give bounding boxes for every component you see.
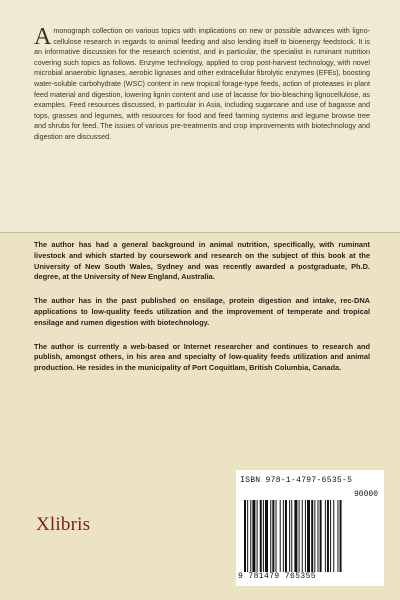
- drop-cap: A: [34, 24, 52, 50]
- barcode-stripe: [285, 500, 287, 572]
- barcode-stripe: [263, 500, 264, 572]
- ean-digits: 9 781479 765355: [238, 572, 317, 581]
- price-code: 90000: [353, 490, 378, 499]
- publisher-logo: Xlibris: [36, 514, 91, 535]
- isbn-barcode: [236, 470, 384, 586]
- barcode-stripe: [307, 500, 310, 572]
- barcode-stripe: [340, 500, 342, 572]
- barcode-stripe: [270, 500, 271, 572]
- barcode-stripe: [265, 500, 268, 572]
- barcode-stripe: [305, 500, 306, 572]
- section-divider: [0, 232, 400, 233]
- bio-paragraph-2: The author has in the past published on ensilage, protein digestion and intake, rec-DNA applications to low-quality feeds utilization and the improvement of temperate and tropical ensilage and rumen digestion with biotechnology.: [34, 296, 370, 327]
- barcode-stripe: [299, 500, 300, 572]
- barcode-bars: [244, 500, 376, 572]
- isbn-label: ISBN 978-1-4797-6535-5: [240, 476, 353, 485]
- barcode-stripe: [302, 500, 303, 572]
- bio-paragraph-3: The author is currently a web-based or Internet researcher and continues to research and publish, amongst others, in his area and specialty of low-quality feeds utilization and animal production. He resides in the municipality of Port Coquitlam, British Columbia, Canada.: [34, 341, 370, 373]
- synopsis-text: [34, 26, 370, 143]
- barcode-stripe: [337, 500, 338, 572]
- barcode-stripe: [250, 500, 251, 572]
- barcode-stripe: [314, 500, 315, 572]
- barcode-stripe: [318, 500, 319, 572]
- bio-paragraph-1: The author has had a general background in animal nutrition, specifically, with ruminant livestock and which started by coursework and research on the subject of this book at the University of New South Wales, Sydney and was recently awarded a postgraduate, Ph.D. degree, at the University of New England, Australia.: [34, 240, 370, 282]
- barcode-stripe: [247, 500, 248, 572]
- barcode-stripe: [325, 500, 326, 572]
- barcode-stripe: [294, 500, 297, 572]
- barcode-stripe: [320, 500, 322, 572]
- barcode-stripe: [311, 500, 313, 572]
- barcode-stripe: [276, 500, 277, 572]
- barcode-stripe: [289, 500, 290, 572]
- author-bio: [34, 240, 370, 387]
- barcode-stripe: [244, 500, 246, 572]
- barcode-stripe: [291, 500, 292, 572]
- barcode-stripe: [280, 500, 281, 572]
- barcode-stripe: [272, 500, 274, 572]
- barcode-stripe: [257, 500, 258, 572]
- synopsis-body: monograph collection on various topics with implications on new or possible advances with ligno-cellulose research in regards to animal feeding and also lending itself to bioenergy feedstock. It is an informative discussion for the research scientist, and in particular, the specialist in ruminant nutrition covering such topics as follows. Enzyme technology, applied to crop post-harvest technology, with novel microbial anaerobic lignases, aerobic lignases and other extracellular fibrolytic enzymes (EFEs), boosting water-soluble carbohydrate (WSC) content in new tropical forage-type feeds, action of proteases in plant feed material and digestion, lowering lignin content and use of lacasse for bio-bleaching lignocellulose, as examples. Feed resources discussed, in particular in Asia, including sugarcane and use of bagasse and tops, grasses and legumes, with resources for food and feed farming systems and legume browse tree and shrubs for feed. The issues of various pre-treatments and crop improvements with biotechnology and digestion are discussed.: [34, 26, 370, 141]
- barcode-stripe: [330, 500, 331, 572]
- barcode-stripe: [327, 500, 329, 572]
- barcode-stripe: [333, 500, 334, 572]
- barcode-stripe: [283, 500, 284, 572]
- barcode-stripe: [260, 500, 262, 572]
- barcode-stripe: [252, 500, 255, 572]
